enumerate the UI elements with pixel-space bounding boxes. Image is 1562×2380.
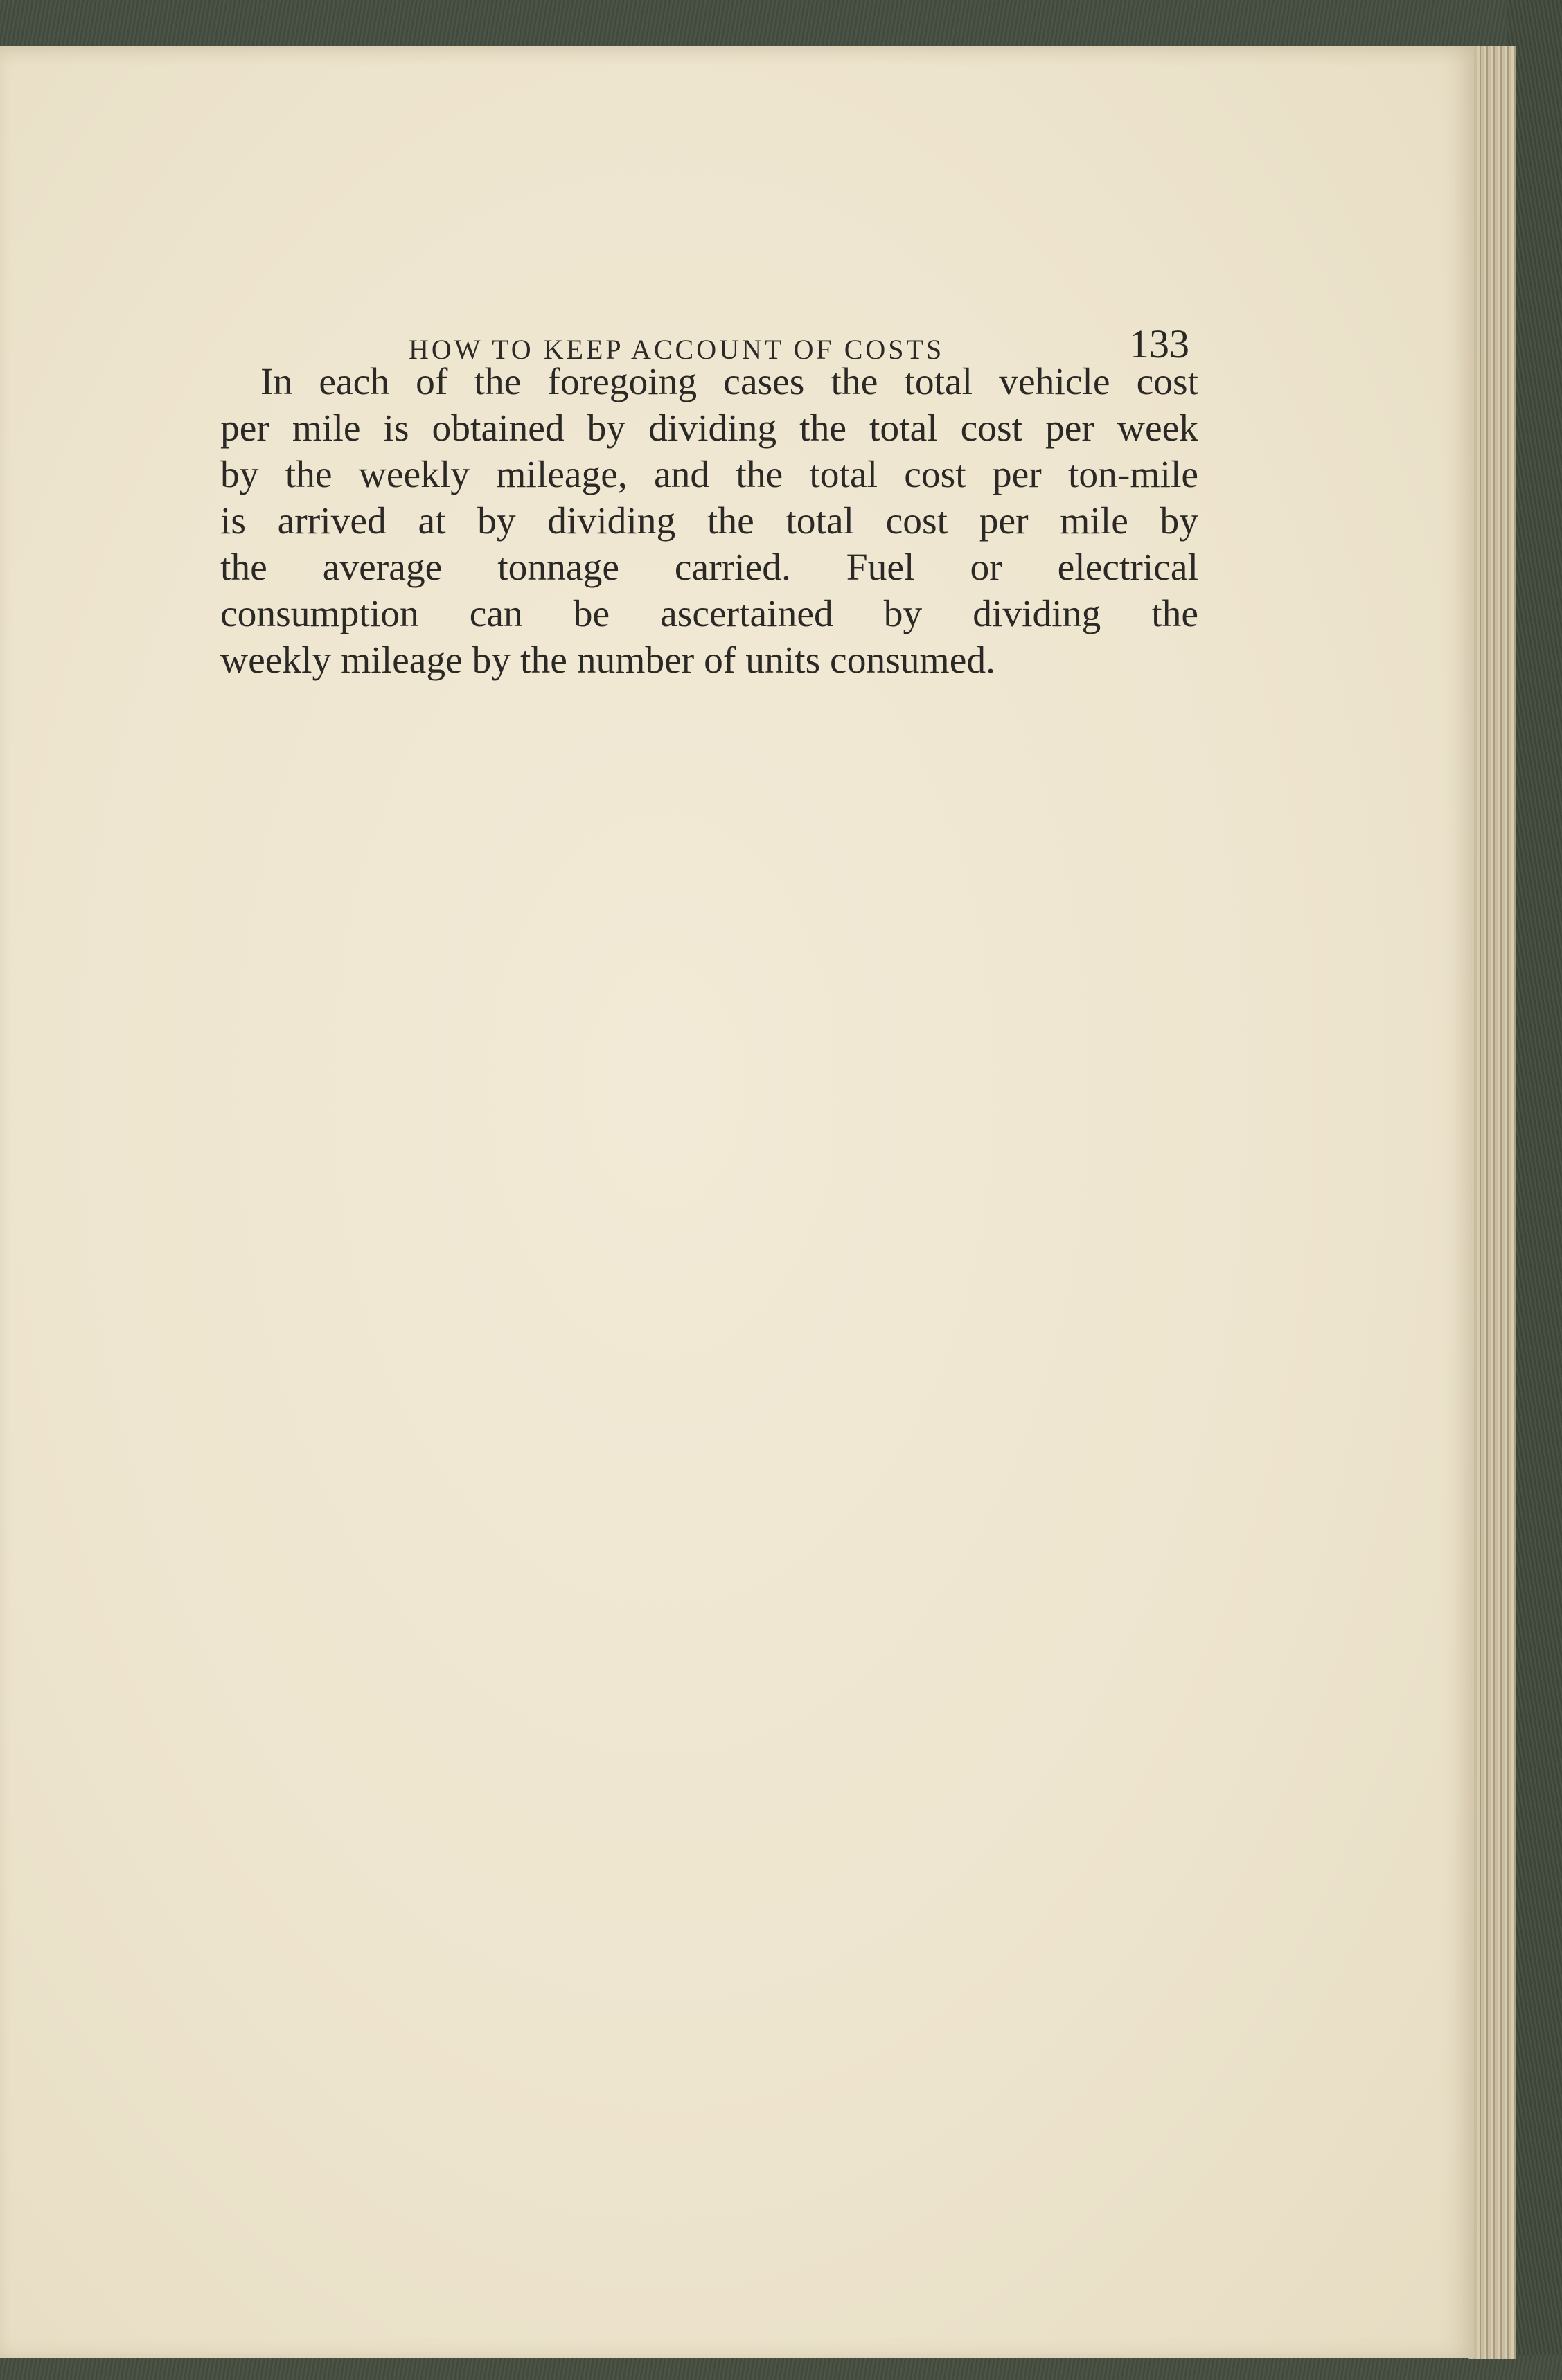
running-head-title: HOW TO KEEP ACCOUNT OF COSTS [409,334,945,365]
paragraph-line: the average tonnage carried. Fuel or electrical [220,547,1198,589]
paragraph-line: per mile is obtained by dividing the total cost per week [220,407,1198,450]
paragraph-line: consumption can be ascertained by dividing the [220,593,1198,635]
book-cover-top-edge [0,0,1562,48]
paragraph-line: is arrived at by dividing the total cost per mile by [220,500,1198,542]
book-cover-bottom-edge [0,2355,1562,2380]
body-paragraph [220,359,1198,684]
paragraph-line: In each of the foregoing cases the total vehicle cost [260,361,1198,403]
running-head [222,278,1198,366]
paragraph-line: by the weekly mileage, and the total cost per ton-mile [220,454,1198,496]
page-stack-edges [1468,46,1516,2359]
page-number: 133 [1129,321,1189,366]
paragraph-line: weekly mileage by the number of units consumed. [220,639,995,682]
